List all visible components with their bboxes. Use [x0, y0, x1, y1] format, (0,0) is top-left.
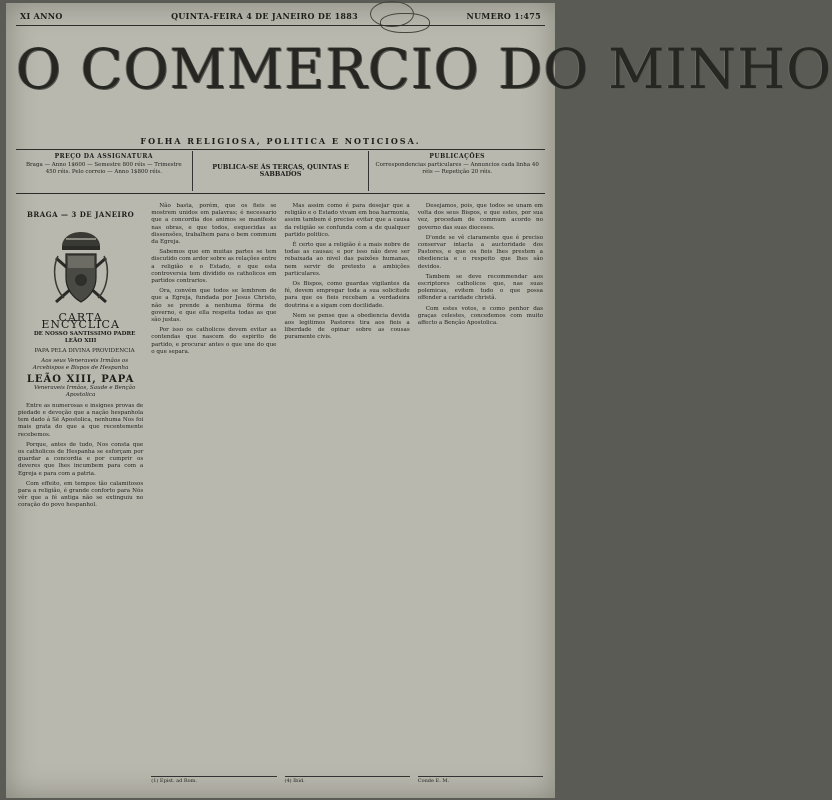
paragraph: Os Bispos, como guardas vigilantes da fé, devem empregar toda a sua solicitude para que os fieis recebam a verdadeira doutrina e a sigam com docilidade.	[284, 281, 410, 309]
newspaper-title: O COMMERCIO DO MINHO	[16, 37, 832, 101]
encyclical-subheading-1: DE NOSSO SANTISSIMO PADRE LEÃO XIII	[33, 330, 136, 344]
footnote: (4) Ibid.	[285, 776, 410, 784]
paragraph: Mas assim como é para desejar que a religião e o Estado vivam em boa harmonia, assim tambem é preciso evitar que a causa da religião se confunda com a de qualquer partido politico.	[284, 203, 410, 238]
info-bar	[16, 151, 545, 191]
paragraph: Nem se pense que a obediencia devida aos legitimos Pastores tira aos fieis a liberdade de opinar sobre as cousas puramente civis.	[284, 312, 410, 341]
header-line	[20, 9, 541, 23]
paragraph: Porque, antes de tudo, Nos consta que os catholicos de Hespanha se esforçam por guardar a concordia e por cumprir os deveres que lhes incumbem para com a Egreja e para com a patria.	[18, 441, 144, 477]
number-label: NUMERO 1:475	[466, 11, 541, 21]
newspaper-page	[6, 3, 832, 798]
papal-coat-of-arms-icon	[46, 228, 116, 308]
paragraph: Sabemos que em muitas partes se tem discutido com ardor sobre as relações entre a religião e o Estado, e que esta controversia tem dividido os catholicos em partidos contrarios.	[151, 249, 277, 285]
salutation: Veneraveis Irmãos, Saude e Benção Apostolica	[33, 384, 136, 398]
date-label: QUINTA-FEIRA 4 DE JANEIRO DE 1883	[171, 11, 359, 21]
publications-text: Correspondencias particulares — Annuncios cada linha 40 réis — Repetição 20 réis.	[375, 162, 539, 175]
column-1	[18, 203, 143, 784]
year-label: XI ANNO	[20, 11, 63, 21]
encyclical-title: CARTA ENCYCLICA	[41, 311, 120, 332]
publications-title: PUBLICAÇÕES	[429, 153, 486, 160]
publications-box	[369, 151, 545, 191]
info-rule-bottom	[16, 193, 545, 194]
footnote: (1) Epist. ad Rom.	[151, 776, 276, 784]
paragraph: D'onde se vê claramente que é preciso conservar intacta a auctoridade dos Pastores, e que os fieis lhes prestem a obediencia e o respeito que lhes são devidos.	[417, 234, 543, 270]
publication-days: PUBLICA-SE ÁS TERÇAS, QUINTAS E SABBADOS	[192, 151, 370, 191]
subscription-title: PREÇO DA ASSIGNATURA	[54, 153, 154, 160]
paragraph: Ora, convém que todos se lembrem de que a Egreja, fundada por Jesus Christo, não se prende a nenhuma fórma de governo, e que ella respeita todas as que são justas.	[151, 288, 277, 324]
paragraph: Não basta, porém, que os fieis se mostrem unidos em palavras; é necessario que a concordia dos animos se manifeste nas obras, e que todos, esquecidas as dissensões, trabalhem para o bem commum da Egreja.	[151, 203, 277, 246]
newspaper-subtitle: FOLHA RELIGIOSA, POLITICA E NOTICIOSA.	[140, 136, 421, 146]
info-rule-top	[16, 149, 545, 150]
encyclical-subheading-2: PAPA PELA DIVINA PROVIDENCIA	[34, 347, 135, 354]
column-3	[285, 203, 410, 784]
header-rule	[16, 25, 545, 26]
paragraph: É certo que a religião é a mais nobre de todas as causas; e por isso não deve ser rebaixada ao nivel das paixões humanas, nem servir de pretexto a ambições particulares.	[284, 242, 410, 277]
paragraph: Desejamos, pois, que todos se unam em volta dos seus Bispos, e que estes, por sua vez, procedam de commum acordo no governo das suas dioceses.	[417, 203, 543, 231]
column-4	[418, 203, 543, 784]
paragraph: Tambem se deve recommendar aos escriptores catholicos que, nas suas polemicas, evitem tudo o que possa offender a caridade christã.	[417, 273, 543, 302]
paragraph: Por isso os catholicos devem evitar as contendas que nascem do espirito de partido, e procurar antes o que une do que o que separa.	[151, 327, 277, 355]
paragraph: Entre as numerosas e insignes provas de piedade e devoção que a nação hespanhola tem dado á Sé Apostolica, nenhuma Nos foi mais grata do que a que recentemente recebemos.	[18, 402, 144, 438]
dateline: BRAGA — 3 DE JANEIRO	[26, 210, 135, 219]
paragraph: Com effeito, em tempos tão calamitosos para a religião, é grande conforto para Nós vêr que a fé antiga não se extinguiu no coração do povo hespanhol.	[18, 480, 144, 509]
subscription-box	[16, 151, 192, 191]
encyclical-subheading-3: Aos seus Veneraveis Irmãos os Arcebispos e Bispos de Hespanha	[32, 357, 129, 371]
footnote: Conde E. M.	[418, 776, 543, 784]
column-2	[151, 203, 276, 784]
subscription-text: Braga — Anno 1$600 — Semestre 800 réis — Trimestre 450 réis. Pelo correio — Anno 1$800 réis.	[26, 162, 182, 175]
paragraph: Com estes votos, e como penhor das graças celestes, concedemos com muito affecto a Benção Apostolica.	[417, 305, 543, 327]
article-columns	[18, 203, 543, 784]
pope-heading: LEÃO XIII, PAPA	[26, 373, 135, 385]
